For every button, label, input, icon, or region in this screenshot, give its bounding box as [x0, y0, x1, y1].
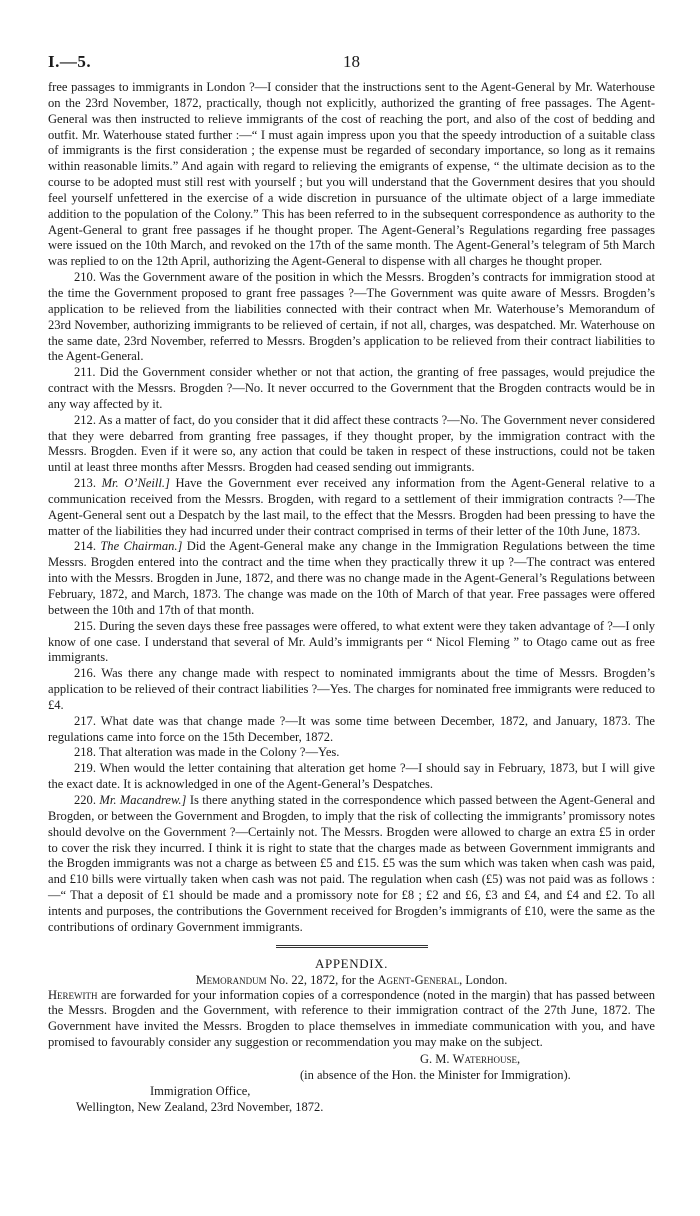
- memorandum-heading: [48, 972, 655, 988]
- page-number: 18: [343, 52, 360, 71]
- paragraph-text: Have the Government ever received any information from the Agent-General relative to a communication received from the Messrs. Brogden, with regard to a settlement of their immigration contracts ?—The Agent-General sent out a Despatch by the last mail, to the effect that the Messrs. Brogden had been pressing to have the matter of the liabilities they had incurred under their contract comprised in terms of their letter of the 10th June, 1873.: [48, 476, 655, 538]
- lead-word: Herewith: [48, 987, 98, 1002]
- appendix-title: APPENDIX.: [315, 955, 388, 971]
- testimony-body: [48, 80, 655, 936]
- memo-location: , London.: [459, 972, 508, 987]
- paragraph-213: [48, 476, 655, 539]
- question-number: 213.: [74, 476, 96, 491]
- paragraph-220: [48, 793, 655, 936]
- paragraph-text: Did the Agent-General make any change in the Immigration Regulations between the time Messrs. Brogden entered into the contract and the time when they practically threw it up ?—The contract was entered into with the Messrs. Brogden in June, 1872, and there was no change made in the Agent-General’s Regulations between February, 1872, and March, 1873. The change was made on the 10th of March of that year. Free passages were offered between the 10th and 17th of that month.: [48, 539, 655, 617]
- speaker-label: The Chairman.]: [100, 539, 183, 554]
- memo-recipient: Agent-General: [377, 972, 460, 987]
- paragraph-218: 218. That alteration was made in the Colony ?—Yes.: [74, 745, 340, 760]
- speaker-label: Mr. O’Neill.]: [101, 476, 170, 491]
- memo-number: No. 22, 1872, for the: [266, 972, 378, 987]
- paragraph-212: 212. As a matter of fact, do you consider that it did affect these contracts ?—No. The Government never considered that they were debarred from granting free passages, if they thought proper, by the immigration contract with the Messrs. Brogden. Even if it were so, any action that could be taken in respect of these instructions, could not be taken until at least three months after Messrs. Brogden had ceased sending out immigrants.: [48, 412, 655, 475]
- paragraph-219: 219. When would the letter containing that alteration get home ?—I should say in February, 1873, but I will give the exact date. It is acknowledged in one of the Agent-General’s Despatches.: [48, 761, 655, 792]
- signature-initials: G. M.: [420, 1052, 453, 1067]
- appendix-body: [48, 988, 655, 1052]
- speaker-label: Mr. Macandrew.]: [99, 792, 187, 807]
- place-date-line: Wellington, New Zealand, 23rd November, 1872.: [76, 1100, 324, 1115]
- question-number: 220.: [74, 792, 96, 807]
- paragraph-210: 210. Was the Government aware of the position in which the Messrs. Brogden’s contracts for immigration stood at the time the Government proposed to grant free passages ?—The Government was quite aware of Messrs. Brogden’s application to be relieved from the liabilities connected with their contract when Mr. Waterhouse’s Memorandum of 23rd November, authorizing immigrants to be relieved of certain, if not all, charges, was despatched. Mr. Waterhouse on the same date, 23rd November, referred to Messrs. Brogden’s application to be relieved from their contract liabilities to the Agent-General.: [48, 270, 655, 364]
- paragraph-215: 215. During the seven days these free passages were offered, to what extent were they taken advantage of ?—I only know of one case. I understand that several of Mr. Auld’s immigrants per “ Nicol Fleming ” to Otago came out as free immigrants.: [48, 618, 655, 665]
- signature-block: [48, 1051, 655, 1115]
- office-line: Immigration Office,: [150, 1084, 251, 1099]
- paragraph-text: Is there anything stated in the correspondence which passed between the Agent-General and Brogden, or between the Government and Brogden, to imply that the risk of collecting the immigrants’ promissory notes should devolve on the Government ?—Certainly not. The Messrs. Brogden were allowed to charge an extra £5 in order to cover the risk they incurred. I think it is right to state that the charges made as between Government immigrants and the Brogden immigrants was not a charge as between £5 and £15. £5 was the sum which was taken when cash was paid, and £10 bills were virtually taken when cash was not paid. The regulation when cash (£5) was not paid was as follows :—“ That a deposit of £1 should be made and a promissory note for £8 ; £2 and £6, £3 and £4, and £4 and £2. To all intents and purposes, the contributions the Government received for Brogden’s immigrants of £10, were the same as the contributions of ordinary Government immigrants.: [48, 792, 655, 934]
- signature-surname: Waterhouse,: [452, 1052, 521, 1067]
- signature-name: [48, 1051, 655, 1067]
- paragraph-217: 217. What date was that change made ?—It was some time between December, 1872, and January, 1873. The regulations came into force on the 15th December, 1872.: [48, 713, 655, 744]
- appendix-text: are forwarded for your information copies of a correspondence (noted in the margin) that has passed between the Messrs. Brogden and the Government, with reference to their immigration contract of the 27th June, 1872. The Government have invited the Messrs. Brogden to place themselves in immediate communication with you, and have promised to favourably consider any suggestion or recommendation you may make on the subject.: [48, 987, 655, 1050]
- section-reference: I.—5.: [48, 52, 92, 71]
- paragraph-209-continued: free passages to immigrants in London ?—I consider that the instructions sent to the Agent-General by Mr. Waterhouse on the 23rd November, 1872, practically, though not explicitly, authorized the granting of free passages. The Agent-General was then instructed to relieve immigrants of the cost of reaching the port, and also of the cost of bedding and outfit. Mr. Waterhouse stated further :—“ I must again impress upon you that the speedy introduction of a suitable class of immigrants is the first consideration ; the expense must be regarded of secondary importance, so long as it remains within reasonable limits.” And again with regard to relieving the emigrants of expense, “ the ultimate decision as to the course to be adopted must still rest with yourself ; but you will understand that the Government desires that you should feel yourself unfettered in the exercise of a wide discretion in pursuance of the ultimate object of a large immediate addition to the population of the Colony.” This has been referred to in the subsequent correspondence as authority to the Agent-General to grant free passages if he thought proper. The Agent-General’s Regulations regarding free passages were issued on the 10th March, and revoked on the 17th of the same month. The Agent-General’s telegram of 5th March was replied to on the 12th April, authorizing the Agent-General to dispense with all charges he thought proper.: [48, 80, 655, 269]
- question-number: 214.: [74, 539, 96, 554]
- paragraph-211: 211. Did the Government consider whether or not that action, the granting of free passages, would prejudice the contract with the Messrs. Brogden ?—No. It never occurred to the Government that the Brogden contracts would be in any way affected by it.: [48, 365, 655, 411]
- signature-note: (in absence of the Hon. the Minister for Immigration).: [300, 1068, 571, 1083]
- paragraph-214: [48, 539, 655, 618]
- section-divider: [276, 945, 428, 948]
- paragraph-216: 216. Was there any change made with respect to nominated immigrants about the time of Messrs. Brogden’s application to be relieved of their contract liabilities ?—Yes. The charges for nominated free immigrants were reduced to £4.: [48, 666, 655, 712]
- page-header: [48, 0, 655, 80]
- memo-label: Memorandum: [195, 972, 267, 987]
